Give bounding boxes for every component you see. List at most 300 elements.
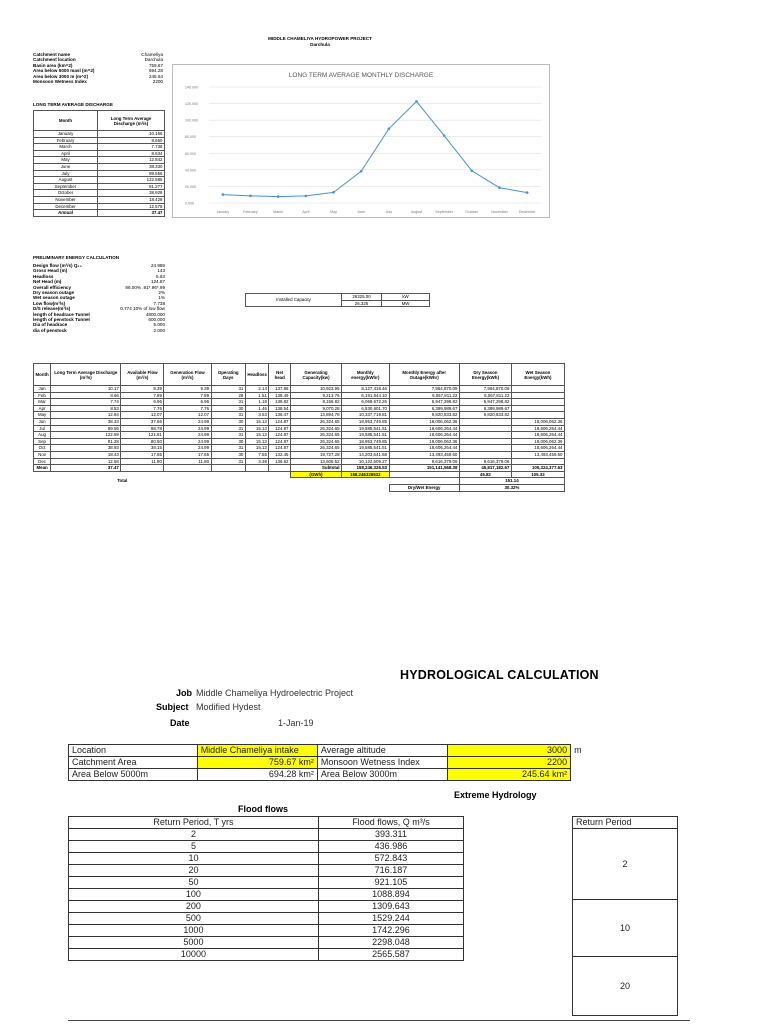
table-row (34, 203, 165, 210)
energy-cell: 6,067,811.22 (389, 392, 459, 399)
energy-cell: 18,006,062.36 (389, 438, 459, 445)
catchment-label: Area below 3000 m (m^2) (33, 73, 89, 79)
x-tick-label: October (465, 210, 479, 214)
energy-cell: 26,324.65 (291, 418, 342, 425)
energy-cell: 6.96 (164, 399, 211, 406)
energy-cell: 138.82 (269, 399, 291, 406)
energy-cell (459, 432, 511, 439)
flood-flow-cell: 1742.296 (318, 925, 463, 937)
mwi-value: 2200 (447, 757, 570, 769)
param-value: 5.000 (153, 322, 165, 328)
discharge-chart (172, 64, 550, 218)
energy-cell: 19,585,541.51 (342, 445, 389, 452)
param-value: 86.00% .91*.96*.99 (125, 284, 165, 290)
month-cell: May (34, 157, 98, 164)
below5-value: 694.28 (268, 769, 297, 779)
energy-cell: 30 (211, 438, 245, 445)
page-title: MIDDLE CHAMELIYA HYDROPOWER PROJECT (268, 36, 372, 41)
table-row (34, 451, 565, 458)
energy-cell: 11.80 (121, 458, 164, 465)
param-label: Dry season outage (33, 290, 75, 296)
series-line (223, 101, 527, 196)
flood-flow-cell: 1088.894 (318, 889, 463, 901)
rp-group-2: 10 (573, 900, 678, 957)
mwi-label: Monsoon Wetness Index (317, 757, 447, 769)
energy-cell (459, 451, 511, 458)
energy-cell: Apr (34, 405, 51, 412)
energy-cell: 7.89 (121, 392, 164, 399)
return-period-cell: 500 (69, 913, 319, 925)
total-label: Total (117, 478, 128, 484)
annual-value: 37.47 (98, 210, 165, 217)
return-period-cell: 50 (69, 877, 319, 889)
param-label: length of headrace Tunnel (33, 311, 90, 317)
energy-cell: 7,964,870.09 (389, 386, 459, 393)
mean-label: Mean (34, 465, 51, 472)
param-value: 1% (158, 295, 165, 301)
discharge-cell: 18.428 (98, 196, 165, 203)
energy-col-header: Available Flow (m³/s) (121, 364, 164, 386)
table-row (69, 925, 464, 937)
date-label: Date (170, 718, 190, 728)
energy-cell: 124.87 (269, 445, 291, 452)
energy-cell: 8.53 (51, 405, 121, 412)
month-cell: October (34, 190, 98, 197)
energy-cell: 7.55 (245, 451, 269, 458)
subtotal-after: 151,141,568.38 (389, 465, 459, 472)
table-row (34, 392, 565, 399)
energy-cell: 7.76 (164, 405, 211, 412)
energy-col-header: Month (34, 364, 51, 386)
table-row (69, 877, 464, 889)
energy-cell: 138.54 (269, 405, 291, 412)
energy-cell (511, 392, 564, 399)
energy-cell: Oct (34, 445, 51, 452)
energy-cell: 11.80 (164, 458, 211, 465)
energy-cell: 121.81 (121, 432, 164, 439)
energy-cell: 122.59 (51, 432, 121, 439)
table-row (69, 853, 464, 865)
x-tick-label: January (216, 210, 230, 214)
energy-cell: 26,324.65 (291, 438, 342, 445)
below3-label: Area Below 3000m (317, 769, 447, 781)
catch-unit: km² (298, 757, 314, 767)
month-cell: April (34, 150, 98, 157)
y-tick-label: 120.000 (185, 102, 198, 107)
energy-cell: 13,894.78 (291, 412, 342, 419)
energy-col-header: Monthly Energy after Outage(kWhr) (389, 364, 459, 386)
energy-cell: 24.99 (164, 418, 211, 425)
energy-cell: 15.13 (245, 445, 269, 452)
energy-cell (459, 438, 511, 445)
drywet-value: 30.32% (459, 484, 564, 491)
energy-cell: 9.39 (164, 386, 211, 393)
y-tick-label: 0.000 (185, 201, 194, 206)
data-point (360, 170, 363, 173)
data-point (415, 100, 418, 103)
energy-cell: 18,953,749.85 (342, 438, 389, 445)
flood-flow-cell: 1309.643 (318, 901, 463, 913)
flood-table (68, 816, 464, 961)
energy-cell: 6.96 (121, 399, 164, 406)
catchment-label: Catchment location (33, 57, 76, 63)
param-label: Low flow(m³/s) (33, 300, 66, 306)
catchment-value: 2200 (152, 78, 163, 84)
y-tick-label: 100.000 (185, 118, 198, 123)
installed-mw: 26.325 (342, 300, 382, 307)
installed-kw-unit: kW (382, 294, 430, 301)
x-tick-label: March (273, 210, 284, 214)
return-period-cell: 100 (69, 889, 319, 901)
energy-cell: 24.99 (164, 438, 211, 445)
return-period-table (572, 816, 678, 1016)
energy-cell: 15.13 (245, 425, 269, 432)
param-label: Gross Head (m) (33, 268, 68, 274)
energy-cell: 89.56 (51, 425, 121, 432)
energy-cell: 24.99 (164, 425, 211, 432)
energy-cell: 12.84 (51, 412, 121, 419)
energy-cell (459, 418, 511, 425)
param-label: Headloss (33, 273, 54, 279)
discharge-cell: 38.928 (98, 190, 165, 197)
energy-cell: 10,923.95 (291, 386, 342, 393)
energy-cell: 8,127,418.46 (342, 386, 389, 393)
catchment-row (33, 79, 163, 84)
table-row (34, 196, 165, 203)
wet-gwh: 105.32 (511, 471, 564, 478)
flood-flow-cell: 2565.587 (318, 949, 463, 961)
energy-cell: 2.14 (245, 386, 269, 393)
energy-cell: 24.99 (164, 445, 211, 452)
subtotal-wet: 105,324,377.63 (511, 465, 564, 472)
table-row (34, 425, 565, 432)
gwh-value: 158.246326532 (342, 471, 389, 478)
flood-flow-cell: 1529.244 (318, 913, 463, 925)
x-tick-label: April (302, 210, 310, 214)
energy-cell: 17.65 (121, 451, 164, 458)
discharge-cell: 81.277 (98, 183, 165, 190)
energy-cell: 81.28 (51, 438, 121, 445)
energy-col-header: Operating Days (211, 364, 245, 386)
discharge-cell: 38.330 (98, 163, 165, 170)
energy-cell (511, 405, 564, 412)
subject-label: Subject (156, 702, 189, 712)
energy-cell: 19,727.28 (291, 451, 342, 458)
energy-cell: 124.87 (269, 425, 291, 432)
data-point (277, 195, 280, 198)
table-row (69, 949, 464, 961)
installed-mw-unit: MW (382, 300, 430, 307)
energy-col-header: Wet Season Energy(kWh) (511, 364, 564, 386)
data-point (471, 169, 474, 172)
col-return-period: Return Period, T yrs (69, 817, 319, 829)
energy-cell: 18,606,264.44 (389, 445, 459, 452)
catch-value: 759.67 (268, 757, 297, 767)
return-period-cell: 5000 (69, 937, 319, 949)
page-subtitle: Darchula (310, 42, 330, 47)
catchment-info (33, 52, 163, 84)
energy-col-header: Headloss (245, 364, 269, 386)
data-point (222, 193, 225, 196)
energy-cell: 9,820,833.82 (389, 412, 459, 419)
energy-cell: 124.87 (269, 418, 291, 425)
installed-label: Installed Capacity (246, 294, 342, 307)
month-cell: December (34, 203, 98, 210)
rp-group-1: 2 (573, 829, 678, 900)
energy-cell: 10,122,509.27 (342, 458, 389, 465)
energy-cell: 26,324.65 (291, 425, 342, 432)
param-value: 0.774 10% of low flow (120, 306, 165, 312)
param-value: 2.000 (153, 327, 165, 333)
drywet-label: Dry/Wet Energy (389, 484, 459, 491)
extreme-hydrology: Extreme Hydrology (454, 790, 537, 800)
energy-cell: 5,947,298.82 (389, 399, 459, 406)
data-point (332, 191, 335, 194)
energy-cell: 1.51 (245, 392, 269, 399)
return-period-cell: 200 (69, 901, 319, 913)
catchment-value: 694.28 (148, 68, 163, 74)
chart-svg (173, 65, 549, 217)
energy-cell: Dec (34, 458, 51, 465)
location-table (68, 744, 588, 781)
energy-cell: 31 (211, 412, 245, 419)
y-tick-label: 80.000 (185, 135, 196, 140)
table-row (34, 137, 165, 144)
energy-cell: 10,337,719.81 (342, 412, 389, 419)
param-value: 143 (157, 268, 165, 274)
x-tick-label: September (435, 210, 453, 214)
param-value: 4800.000 (145, 311, 165, 317)
table-row (34, 418, 565, 425)
table-row (34, 458, 565, 465)
param-label: Net Head (m) (33, 279, 62, 285)
flood-flow-cell: 436.986 (318, 841, 463, 853)
catchment-value: 759.67 (148, 62, 163, 68)
energy-cell: 31 (211, 432, 245, 439)
data-point (526, 191, 529, 194)
energy-cell: 138.49 (269, 392, 291, 399)
energy-col-header: Long Term Average Discharge (m³/s) (51, 364, 121, 386)
month-cell: March (34, 144, 98, 151)
energy-cell: 30 (211, 451, 245, 458)
col-month: Month (34, 111, 98, 131)
y-tick-label: 20.000 (185, 184, 196, 189)
discharge-cell: 7.738 (98, 144, 165, 151)
table-row (34, 432, 565, 439)
return-period-cell: 5 (69, 841, 319, 853)
table-row (34, 150, 165, 157)
alt-label: Average altitude (317, 745, 447, 757)
location-value: Middle Chameliya intake (197, 745, 317, 757)
discharge-cell: 8.534 (98, 150, 165, 157)
data-point (443, 134, 446, 137)
table-row (34, 438, 565, 445)
discharge-cell: 122.585 (98, 177, 165, 184)
energy-cell: 38.33 (51, 418, 121, 425)
energy-cell: 9,616,379.06 (459, 458, 511, 465)
energy-cell: 18,606,264.44 (389, 425, 459, 432)
param-value: 7.738 (153, 300, 165, 306)
annual-label: Annual (34, 210, 98, 217)
catchment-label: Catchment name (33, 52, 71, 57)
energy-cell: 88.78 (121, 425, 164, 432)
table-row (34, 170, 165, 177)
param-label: D/S release(m³/s) (33, 306, 71, 312)
energy-cell: 28 (211, 392, 245, 399)
table-row (34, 386, 565, 393)
total-value: 151.14 (459, 478, 564, 485)
return-period-cell: 10000 (69, 949, 319, 961)
flood-flow-cell: 393.311 (318, 829, 463, 841)
table-row (34, 177, 165, 184)
x-tick-label: November (491, 210, 508, 214)
energy-cell: 3.53 (245, 412, 269, 419)
energy-cell: 9,213.76 (291, 392, 342, 399)
table-row (69, 901, 464, 913)
energy-cell: 6,399,989.67 (389, 405, 459, 412)
energy-cell: 5,947,298.82 (459, 399, 511, 406)
energy-cell: 31 (211, 386, 245, 393)
catchment-label: Monsoon Wetness Index (33, 78, 87, 84)
energy-cell: Sep (34, 438, 51, 445)
x-tick-label: July (385, 210, 393, 214)
return-period-cell: 20 (69, 865, 319, 877)
energy-cell: 31 (211, 458, 245, 465)
table-row (34, 144, 165, 151)
rp-group-3: 20 (573, 957, 678, 1016)
energy-cell: 18,606,264.44 (511, 432, 564, 439)
energy-cell: 1.18 (245, 399, 269, 406)
energy-cell: Nov (34, 451, 51, 458)
energy-cell: 13,493,459.60 (389, 451, 459, 458)
x-tick-label: February (243, 210, 258, 214)
energy-cell: 30 (211, 405, 245, 412)
x-tick-label: June (357, 210, 366, 214)
energy-cell: 18,006,062.36 (511, 418, 564, 425)
catchment-value: Chameliya (141, 52, 163, 57)
alt-value: 3000 (547, 745, 568, 755)
energy-cell: 12.07 (164, 412, 211, 419)
energy-cell: 31 (211, 399, 245, 406)
month-cell: August (34, 177, 98, 184)
energy-cell: 18,006,062.36 (511, 438, 564, 445)
energy-cell: 18,953,749.85 (342, 418, 389, 425)
energy-cell: Feb (34, 392, 51, 399)
date-value: 1-Jan-19 (278, 718, 314, 728)
return-period-cell: 2 (69, 829, 319, 841)
energy-cell: 137.86 (269, 386, 291, 393)
energy-table (33, 363, 565, 492)
energy-cell: 136.62 (269, 458, 291, 465)
energy-col-header: Monthly energy(kWhr) (342, 364, 389, 386)
installed-kw: 26325.00 (342, 294, 382, 301)
energy-cell: 6,191,644.10 (342, 392, 389, 399)
energy-cell (511, 412, 564, 419)
col-return-period-2: Return Period (573, 817, 678, 829)
month-cell: June (34, 163, 98, 170)
param-value: 124.87 (150, 279, 165, 285)
y-tick-label: 60.000 (185, 151, 196, 156)
discharge-cell: 89.556 (98, 170, 165, 177)
energy-cell (511, 386, 564, 393)
y-tick-label: 140.000 (185, 85, 198, 90)
discharge-table (33, 110, 165, 217)
param-label: Design flow (m³/s) Q₄₀ (33, 263, 82, 268)
table-row (69, 937, 464, 949)
energy-cell: 9.39 (121, 386, 164, 393)
month-cell: July (34, 170, 98, 177)
energy-cell: 31 (211, 425, 245, 432)
flood-flow-cell: 716.187 (318, 865, 463, 877)
energy-cell: 18,006,062.36 (389, 418, 459, 425)
energy-cell: 15.13 (245, 418, 269, 425)
energy-cell: 12.07 (121, 412, 164, 419)
job-label: Job (176, 688, 193, 698)
energy-cell (459, 425, 511, 432)
energy-cell: 18,606,264.44 (389, 432, 459, 439)
discharge-cell: 10.166 (98, 131, 165, 138)
x-tick-label: December (518, 210, 536, 214)
table-row (34, 190, 165, 197)
energy-col-header: Generation Flow (m³/s) (164, 364, 211, 386)
page-divider (68, 1020, 690, 1021)
energy-cell: 18,606,264.44 (511, 425, 564, 432)
energy-cell: 6,399,989.67 (459, 405, 511, 412)
energy-cell: May (34, 412, 51, 419)
energy-cell: 9,820,833.82 (459, 412, 511, 419)
param-value: 5.63 (156, 273, 165, 279)
chart-title: LONG TERM AVERAGE MONTHLY DISCHARGE (288, 72, 434, 79)
catchment-label: Basin area (km^2) (33, 62, 73, 68)
energy-cell: 15.13 (245, 432, 269, 439)
energy-cell: 15.13 (245, 438, 269, 445)
col-discharge: Long Term Average Discharge (m³/s) (98, 111, 165, 131)
flood-flow-cell: 921.105 (318, 877, 463, 889)
energy-cell: 6,530,601.70 (342, 405, 389, 412)
energy-cell: 80.50 (121, 438, 164, 445)
energy-cell: 19,585,541.51 (342, 425, 389, 432)
energy-cell: 6,068,672.26 (342, 399, 389, 406)
table-row (34, 131, 165, 138)
flood-heading: Flood flows (238, 804, 288, 814)
catchment-value: Darchula (144, 57, 163, 63)
subject-value: Modified Hydest (196, 702, 261, 712)
energy-cell: Jun (34, 418, 51, 425)
energy-cell: 7,964,870.09 (459, 386, 511, 393)
param-label: Dia of headrace (33, 322, 68, 328)
col-flood-flow: Flood flows, Q m³/s (318, 817, 463, 829)
energy-cell (459, 445, 511, 452)
catchment-label: Area below 5000 masl (m^2) (33, 68, 95, 74)
table-row (34, 405, 565, 412)
discharge-cell: 12.842 (98, 157, 165, 164)
data-point (498, 186, 501, 189)
energy-cell: 18.43 (51, 451, 121, 458)
dry-gwh: 45.82 (459, 471, 511, 478)
energy-cell: 19,585,541.51 (342, 432, 389, 439)
energy-heading: PRELIMINARY ENERGY CALCULATION (33, 255, 120, 260)
energy-cell: 13,493,459.60 (511, 451, 564, 458)
location-label: Location (69, 745, 198, 757)
energy-cell: 38.15 (121, 445, 164, 452)
below3-value: 245.64 (522, 769, 550, 779)
param-value: 2% (158, 290, 165, 296)
energy-cell: 124.87 (269, 432, 291, 439)
energy-cell: 10.17 (51, 386, 121, 393)
month-cell: September (34, 183, 98, 190)
return-period-cell: 1000 (69, 925, 319, 937)
table-row (69, 889, 464, 901)
